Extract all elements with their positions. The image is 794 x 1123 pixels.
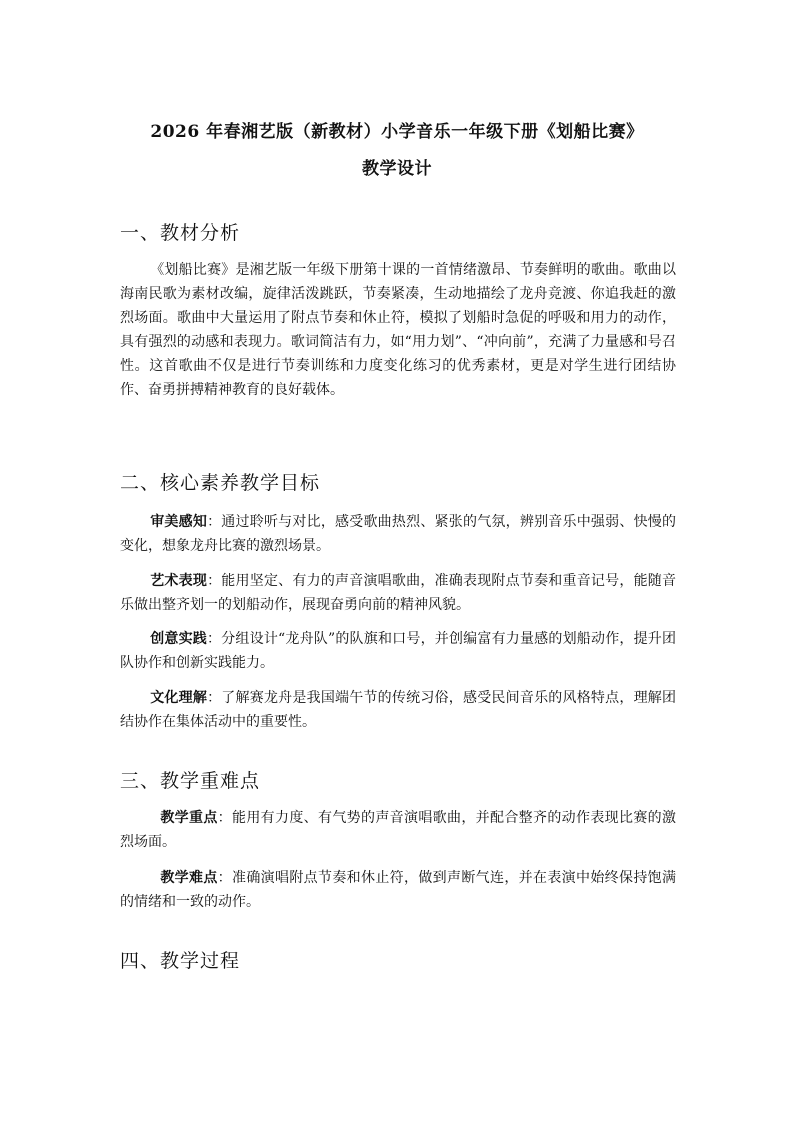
point-text: ：能用有力度、有气势的声音演唱歌曲，并配合整齐的动作表现比赛的激烈场面。 — [120, 810, 677, 850]
difficult-point-item — [120, 866, 676, 914]
goal-item-cultural — [120, 686, 676, 734]
goal-item-artistic — [120, 569, 676, 617]
goal-item-aesthetic — [120, 510, 676, 558]
point-text: ：准确演唱附点节奏和休止符，做到声断气连，并在表演中始终保持饱满的情绪和一致的动作。 — [120, 870, 677, 910]
goal-label: 文化理解 — [150, 690, 208, 706]
section-heading-textbook-analysis: 一、教材分析 — [120, 222, 241, 244]
key-point-item — [120, 806, 676, 854]
goal-text: ：了解赛龙舟是我国端午节的传统习俗，感受民间音乐的风格特点，理解团结协作在集体活动中的重要性。 — [120, 690, 677, 730]
goal-text: ：能用坚定、有力的声音演唱歌曲，准确表现附点节奏和重音记号，能随音乐做出整齐划一的划船动作，展现奋勇向前的精神风貌。 — [120, 573, 677, 613]
document-title-line1: 2026 年春湘艺版（新教材）小学音乐一年级下册《划船比赛》 — [150, 122, 644, 142]
goal-label: 艺术表现 — [150, 573, 208, 589]
document-title-line2: 教学设计 — [362, 159, 432, 179]
point-label: 教学重点 — [160, 810, 218, 826]
goal-label: 审美感知 — [150, 514, 208, 530]
goal-item-creative — [120, 627, 676, 675]
goal-text: ：分组设计“龙舟队”的队旗和口号，并创编富有力量感的划船动作，提升团队协作和创新实践能力。 — [120, 631, 677, 671]
textbook-analysis-text: 《划船比赛》是湘艺版一年级下册第十课的一首情绪激昂、节奏鲜明的歌曲。歌曲以海南民歌为素材改编，旋律活泼跳跃，节奏紧凑，生动地描绘了龙舟竞渡、你追我赶的激烈场面。歌曲中大量运用了附点节奏和休止符，模拟了划船时急促的呼吸和用力的动作，具有强烈的动感和表现力。歌词简洁有力，如“用力划”、“冲向前”，充满了力量感和号召性。这首歌曲不仅是进行节奏训练和力度变化练习的优秀素材，更是对学生进行团结协作、奋勇拼搏精神教育的良好载体。 — [120, 262, 676, 398]
goal-label: 创意实践 — [150, 631, 208, 647]
section-heading-teaching-process: 四、教学过程 — [120, 950, 241, 972]
section-heading-core-goals: 二、核心素养教学目标 — [120, 472, 321, 494]
point-label: 教学难点 — [160, 870, 218, 886]
section-heading-key-points: 三、教学重难点 — [120, 770, 261, 792]
goal-text: ：通过聆听与对比，感受歌曲热烈、紧张的气氛，辨别音乐中强弱、快慢的变化，想象龙舟比赛的激烈场景。 — [120, 514, 677, 554]
textbook-analysis-paragraph — [120, 258, 676, 402]
